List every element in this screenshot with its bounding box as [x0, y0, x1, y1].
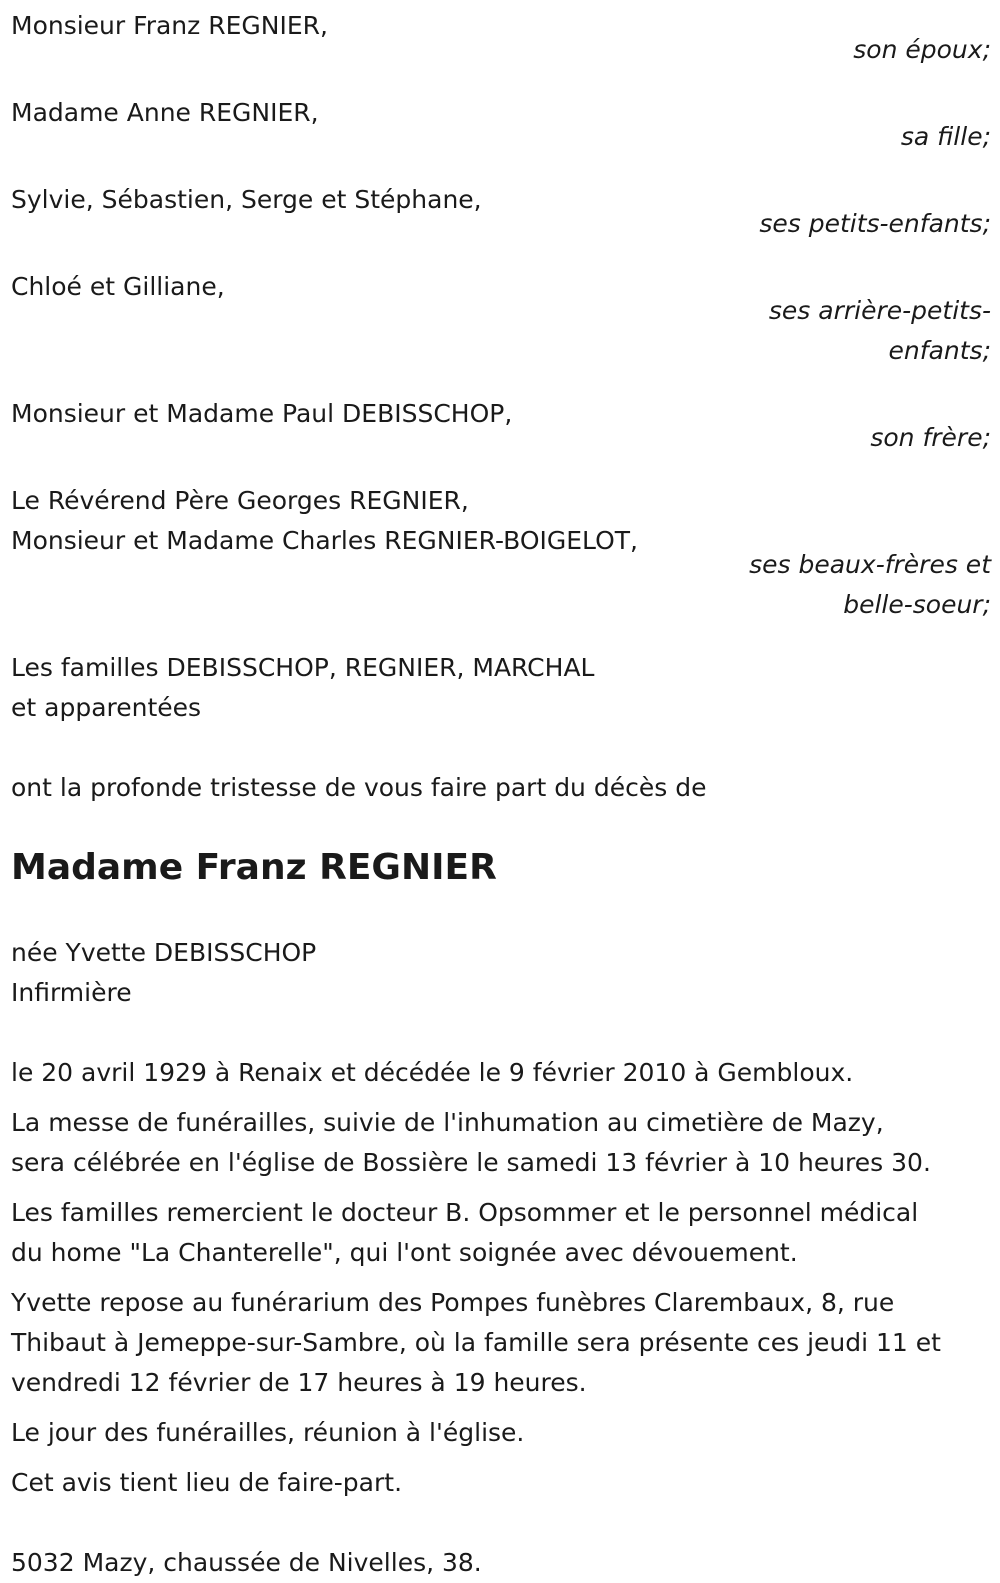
- detail-paragraph: [11, 1413, 991, 1453]
- other-families-line: et apparentées: [11, 693, 202, 722]
- detail-line: le 20 avril 1929 à Renaix et décédée le 9 février 2010 à Gembloux.: [11, 1058, 854, 1087]
- detail-line: Thibaut à Jemeppe-sur-Sambre, où la famille sera présente ces jeudi 11 et: [11, 1328, 941, 1357]
- family-member-names: Sylvie, Sébastien, Serge et Stéphane,: [11, 185, 482, 214]
- detail-paragraph: [11, 1463, 991, 1503]
- family-entry: [11, 267, 991, 371]
- family-entry: [11, 93, 991, 157]
- family-member-names: Monsieur et Madame Paul DEBISSCHOP,: [11, 399, 513, 428]
- family-relation-line: sa fille;: [900, 122, 991, 151]
- family-relation-line: ses arrière-petits-: [768, 296, 991, 325]
- family-relation-line: ses beaux-frères et: [749, 550, 991, 579]
- detail-line: du home "La Chanterelle", qui l'ont soignée avec dévouement.: [11, 1238, 798, 1267]
- other-families: [11, 648, 991, 728]
- detail-line: Les familles remercient le docteur B. Opsommer et le personnel médical: [11, 1198, 919, 1227]
- family-relation-line: belle-soeur;: [843, 590, 991, 619]
- family-member-names: Madame Anne REGNIER,: [11, 98, 319, 127]
- family-entry: [11, 481, 991, 625]
- family-relation-line: ses petits-enfants;: [759, 209, 991, 238]
- detail-line: Yvette repose au funérarium des Pompes funèbres Clarembaux, 8, rue: [11, 1288, 895, 1317]
- family-relation-line: son époux;: [853, 35, 991, 64]
- detail-line: vendredi 12 février de 17 heures à 19 heures.: [11, 1368, 587, 1397]
- family-member-names: Chloé et Gilliane,: [11, 272, 225, 301]
- obituary-notice: [11, 6, 991, 1583]
- profession: Infirmière: [11, 978, 132, 1007]
- detail-line: Le jour des funérailles, réunion à l'église.: [11, 1418, 525, 1447]
- family-list: [11, 6, 991, 625]
- detail-paragraph: [11, 1283, 991, 1403]
- detail-paragraph: [11, 1193, 991, 1273]
- family-relation-line: son frère;: [870, 423, 991, 452]
- detail-paragraph: [11, 1053, 991, 1093]
- family-member-names: Monsieur et Madame Charles REGNIER-BOIGELOT,: [11, 526, 638, 555]
- detail-line: sera célébrée en l'église de Bossière le samedi 13 février à 10 heures 30.: [11, 1148, 931, 1177]
- family-relation-line: enfants;: [888, 336, 991, 365]
- detail-line: La messe de funérailles, suivie de l'inhumation au cimetière de Mazy,: [11, 1108, 884, 1137]
- details: [11, 1053, 991, 1503]
- family-entry: [11, 394, 991, 458]
- deceased-name: Madame Franz REGNIER: [11, 847, 497, 888]
- birth-info: [11, 933, 991, 1013]
- family-member-names: Le Révérend Père Georges REGNIER,: [11, 486, 469, 515]
- family-entry: [11, 180, 991, 244]
- detail-paragraph: [11, 1103, 991, 1183]
- born-name: née Yvette DEBISSCHOP: [11, 938, 317, 967]
- address: 5032 Mazy, chaussée de Nivelles, 38.: [11, 1548, 482, 1577]
- announcement: ont la profonde tristesse de vous faire part du décès de: [11, 773, 707, 802]
- family-member-names: Monsieur Franz REGNIER,: [11, 11, 328, 40]
- detail-line: Cet avis tient lieu de faire-part.: [11, 1468, 403, 1497]
- other-families-line: Les familles DEBISSCHOP, REGNIER, MARCHAL: [11, 653, 595, 682]
- family-entry: [11, 6, 991, 70]
